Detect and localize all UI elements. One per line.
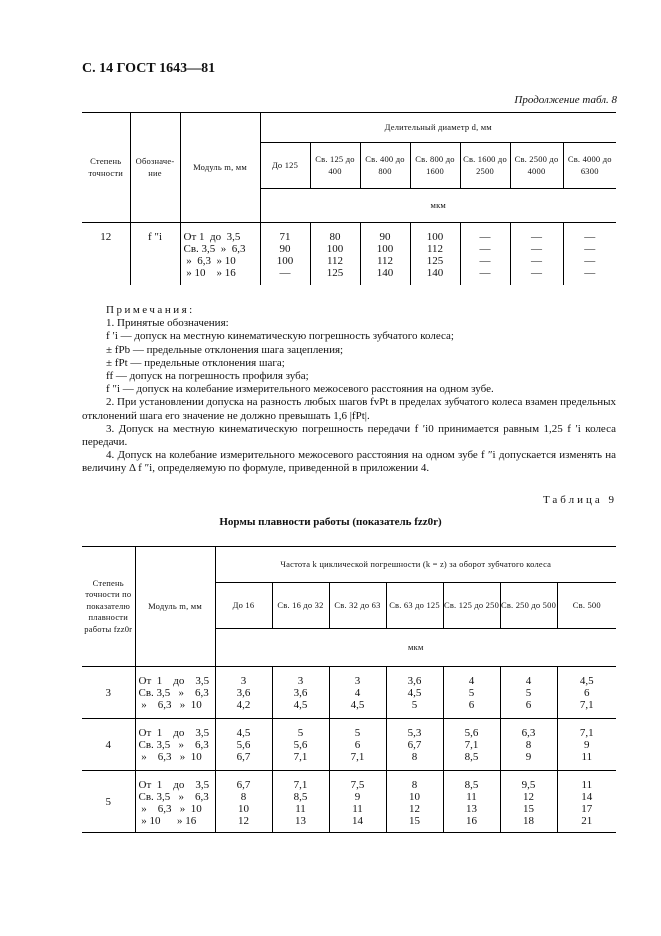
value-cell: 8 10 12 15 <box>386 771 443 833</box>
note-definition: f ″i — допуск на колебание измерительного межосевого расстояния на одном зубе. <box>106 383 494 396</box>
degree-cell: 12 <box>82 223 130 285</box>
diameter-header: Св. 2500 до 4000 <box>510 143 563 189</box>
value-cell: 7,1 8,5 11 13 <box>272 771 329 833</box>
page-header: С. 14 ГОСТ 1643—81 <box>82 61 216 76</box>
value-cell: 4 5 6 <box>443 667 500 719</box>
value-cell: — — — — <box>510 223 563 285</box>
note-3: 3. Допуск на местную кинематическую погрешность передачи f ′i0 принимается равным 1,25 f ′i колеса передачи. <box>82 422 616 449</box>
table-9 <box>82 546 616 833</box>
module-cell: От 1 до 3,5 Св. 3,5 » 6,3 » 6,3 » 10 <box>135 719 215 771</box>
module-cell: От 1 до 3,5 Св. 3,5 » 6,3 » 6,3 » 10 » 10 » 16 <box>135 771 215 833</box>
frequency-header: Св. 63 до 125 <box>386 583 443 629</box>
col-symbol-header: Обозначе- ние <box>130 113 180 223</box>
table-8 <box>82 112 616 285</box>
frequency-header: Св. 125 до 250 <box>443 583 500 629</box>
frequency-group-header: Частота k циклической погрешности (k = z) за оборот зубчатого колеса <box>215 547 616 583</box>
value-cell: 90 100 112 140 <box>360 223 410 285</box>
diameter-header: До 125 <box>260 143 310 189</box>
unit-label: мкм <box>215 629 616 667</box>
value-cell: 71 90 100 — <box>260 223 310 285</box>
value-cell: 9,5 12 15 18 <box>500 771 557 833</box>
value-cell: 11 14 17 21 <box>557 771 616 833</box>
diameter-header: Св. 125 до 400 <box>310 143 360 189</box>
table-9-title: Нормы плавности работы (показатель fzz0r) <box>219 516 442 528</box>
note-definition: ± fPt — предельные отклонения шага; <box>106 356 285 369</box>
note-2: 2. При установлении допуска на разность любых шагов fvPt в пределах зубчатого колеса взамен предельных отклонений шага его значение не должно превышать 1,6 |fPt|. <box>82 396 616 422</box>
notes-heading: Примечания: <box>106 304 195 316</box>
degree-cell: 3 <box>82 667 135 719</box>
value-cell: 5 6 7,1 <box>329 719 386 771</box>
frequency-header: Св. 250 до 500 <box>500 583 557 629</box>
frequency-header: Св. 500 <box>557 583 616 629</box>
note-4: 4. Допуск на колебание измерительного межосевого расстояния на одном зубе f ″i допускается изменять на величину Δ f ″i, определяемую по формуле, приведенной в приложении 4. <box>82 449 616 475</box>
notes-block <box>82 304 616 476</box>
note-definition: ff — допуск на погрешность профиля зуба; <box>106 370 309 383</box>
note-definition: f ′i — допуск на местную кинематическую погрешность зубчатого колеса; <box>106 330 454 343</box>
value-cell: 3,6 4,5 5 <box>386 667 443 719</box>
module-cell: От 1 до 3,5 Св. 3,5 » 6,3 » 6,3 » 10 » 10 » 16 <box>180 223 260 285</box>
value-cell: 3 4 4,5 <box>329 667 386 719</box>
diameter-header: Св. 4000 до 6300 <box>563 143 616 189</box>
value-cell: 3 3,6 4,5 <box>272 667 329 719</box>
value-cell: 6,3 8 9 <box>500 719 557 771</box>
degree-cell: 5 <box>82 771 135 833</box>
value-cell: 100 112 125 140 <box>410 223 460 285</box>
value-cell: 4,5 5,6 6,7 <box>215 719 272 771</box>
value-cell: 5,6 7,1 8,5 <box>443 719 500 771</box>
note-1: 1. Принятые обозначения: <box>106 317 229 330</box>
value-cell: 4 5 6 <box>500 667 557 719</box>
unit-label: мкм <box>260 189 616 223</box>
frequency-header: До 16 <box>215 583 272 629</box>
diameter-header: Св. 800 до 1600 <box>410 143 460 189</box>
diameter-header: Св. 1600 до 2500 <box>460 143 510 189</box>
col-module-header: Модуль m, мм <box>180 113 260 223</box>
value-cell: — — — — <box>584 231 596 279</box>
diameter-header: Св. 400 до 800 <box>360 143 410 189</box>
table-9-number: Таблица 9 <box>542 494 617 506</box>
col-degree-header: Степень точности по показателю плавности работы fzz0r <box>82 547 135 667</box>
module-cell: От 1 до 3,5 Св. 3,5 » 6,3 » 6,3 » 10 <box>135 667 215 719</box>
value-cell: 4,5 6 7,1 <box>557 667 616 719</box>
value-cell: 5,3 6,7 8 <box>386 719 443 771</box>
value-cell: — — — — <box>460 223 510 285</box>
value-cell: 7,1 9 11 <box>557 719 616 771</box>
value-cell: 5 5,6 7,1 <box>272 719 329 771</box>
symbol-cell: f ″i <box>130 223 180 285</box>
value-cell: 3 3,6 4,2 <box>215 667 272 719</box>
frequency-header: Св. 32 до 63 <box>329 583 386 629</box>
value-cell: 7,5 9 11 14 <box>329 771 386 833</box>
frequency-header: Св. 16 до 32 <box>272 583 329 629</box>
continuation-caption: Продолжение табл. 8 <box>514 94 617 106</box>
diameter-group-header: Делительный диаметр d, мм <box>260 113 616 143</box>
col-degree-header: Степень точности <box>82 113 130 223</box>
col-module-header: Модуль m, мм <box>135 547 215 667</box>
value-cell: 8,5 11 13 16 <box>443 771 500 833</box>
value-cell: 80 100 112 125 <box>310 223 360 285</box>
degree-cell: 4 <box>82 719 135 771</box>
value-cell: 6,7 8 10 12 <box>215 771 272 833</box>
note-definition: ± fPb — предельные отклонения шага зацепления; <box>106 343 344 356</box>
